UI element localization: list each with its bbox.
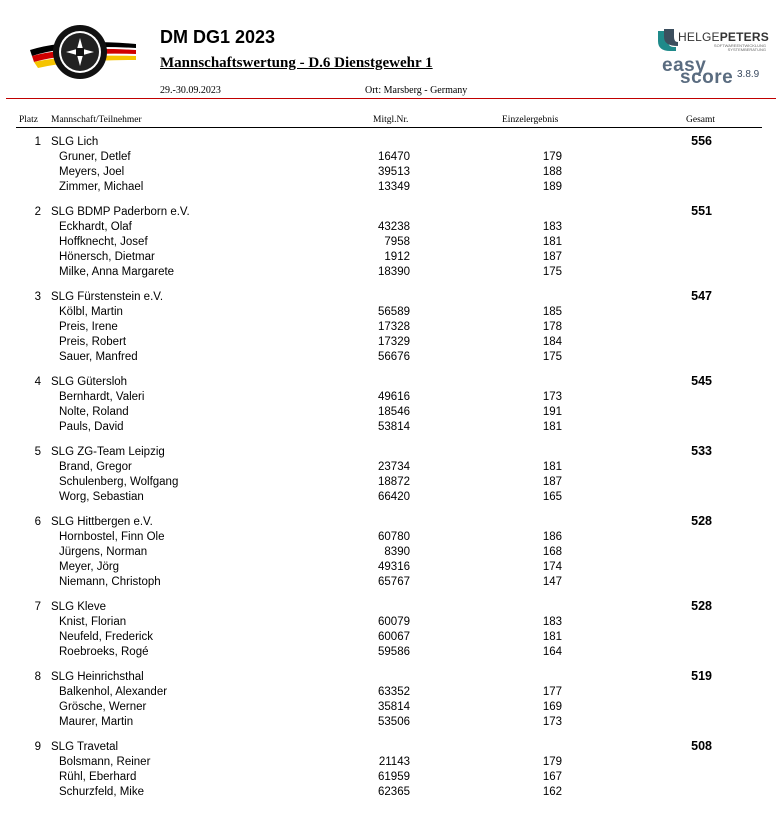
member-number: 18872 (378, 476, 410, 488)
team-rank: 9 (34, 741, 41, 753)
team-rank: 1 (34, 136, 41, 148)
member-number: 59586 (378, 646, 410, 658)
member-score: 175 (542, 351, 562, 363)
member-number: 7958 (384, 236, 410, 248)
member-name: Meyer, Jörg (59, 561, 120, 573)
member-name: Kölbl, Martin (59, 306, 123, 318)
member-score: 184 (542, 336, 562, 348)
vendor-tagline-2: SYSTEMBERATUNG (727, 47, 766, 52)
member-number: 62365 (378, 786, 410, 798)
vendor-tagline-1: SOFTWAREENTWICKLUNG (713, 43, 766, 48)
member-number: 53506 (378, 716, 410, 728)
member-name: Rühl, Eberhard (59, 771, 137, 783)
member-score: 177 (542, 686, 562, 698)
member-name: Bernhardt, Valeri (59, 391, 145, 403)
team-rank: 3 (34, 291, 41, 303)
member-score: 183 (542, 616, 562, 628)
member-score: 188 (542, 166, 562, 178)
member-name: Knist, Florian (59, 616, 127, 628)
team-name: SLG Kleve (51, 601, 106, 613)
member-score: 165 (542, 491, 562, 503)
member-score: 162 (542, 786, 562, 798)
vendor-name-light: HELGE (678, 30, 720, 44)
team-total: 547 (691, 289, 712, 303)
member-name: Brand, Gregor (59, 461, 132, 473)
member-score: 191 (542, 406, 562, 418)
member-score: 189 (542, 181, 562, 193)
member-score: 164 (542, 646, 562, 658)
member-number: 39513 (378, 166, 410, 178)
vendor-tagline (706, 44, 766, 52)
member-score: 174 (542, 561, 562, 573)
column-header-team: Mannschaft/Teilnehmer (51, 115, 142, 125)
member-name: Roebroeks, Rogé (59, 646, 149, 658)
header-divider (6, 98, 776, 99)
member-number: 8390 (384, 546, 410, 558)
member-number: 1912 (384, 251, 410, 263)
event-date: 29.-30.09.2023 (160, 85, 221, 96)
team-total: 545 (691, 374, 712, 388)
member-score: 173 (542, 391, 562, 403)
member-score: 179 (542, 151, 562, 163)
team-rank: 2 (34, 206, 41, 218)
member-score: 178 (542, 321, 562, 333)
member-score: 168 (542, 546, 562, 558)
member-number: 17328 (378, 321, 410, 333)
member-score: 181 (542, 421, 562, 433)
member-score: 175 (542, 266, 562, 278)
member-score: 183 (542, 221, 562, 233)
column-header-mitgl: Mitgl.Nr. (373, 115, 409, 125)
member-score: 181 (542, 461, 562, 473)
member-name: Preis, Robert (59, 336, 127, 348)
team-total: 528 (691, 599, 712, 613)
member-name: Meyers, Joel (59, 166, 125, 178)
event-venue: Ort: Marsberg - Germany (365, 85, 468, 96)
team-total: 551 (691, 204, 712, 218)
member-score: 185 (542, 306, 562, 318)
member-number: 49616 (378, 391, 410, 403)
member-name: Grösche, Werner (59, 701, 147, 713)
vendor-name (678, 30, 769, 44)
member-name: Bolsmann, Reiner (59, 756, 151, 768)
member-number: 63352 (378, 686, 410, 698)
member-name: Schulenberg, Wolfgang (59, 476, 179, 488)
team-rank: 8 (34, 671, 41, 683)
member-name: Balkenhol, Alexander (59, 686, 168, 698)
product-word-easy: easy (662, 55, 707, 76)
member-name: Preis, Irene (59, 321, 118, 333)
member-name: Nolte, Roland (59, 406, 129, 418)
member-number: 17329 (378, 336, 410, 348)
member-name: Worg, Sebastian (59, 491, 144, 503)
member-number: 16470 (378, 151, 410, 163)
team-rank: 6 (34, 516, 41, 528)
team-total: 508 (691, 739, 712, 753)
column-header-einzel: Einzelergebnis (502, 115, 559, 125)
member-score: 181 (542, 236, 562, 248)
column-header-platz: Platz (19, 115, 38, 125)
team-rank: 4 (34, 376, 41, 388)
team-total: 556 (691, 134, 712, 148)
member-score: 179 (542, 756, 562, 768)
team-total: 519 (691, 669, 712, 683)
member-name: Schurzfeld, Mike (59, 786, 145, 798)
club-emblem-icon (28, 22, 138, 82)
team-name: SLG Gütersloh (51, 376, 128, 388)
team-total: 533 (691, 444, 712, 458)
member-number: 66420 (378, 491, 410, 503)
column-header-gesamt: Gesamt (686, 115, 716, 125)
member-name: Sauer, Manfred (59, 351, 138, 363)
member-name: Niemann, Christoph (59, 576, 161, 588)
member-number: 65767 (378, 576, 410, 588)
product-word-score: score (680, 67, 734, 88)
team-rank: 7 (34, 601, 41, 613)
member-number: 18390 (378, 266, 410, 278)
vendor-name-bold: PETERS (719, 30, 769, 44)
team-name: SLG Lich (51, 136, 99, 148)
team-name: SLG Hittbergen e.V. (51, 516, 153, 528)
member-number: 21143 (378, 756, 410, 768)
member-name: Jürgens, Norman (59, 546, 148, 558)
member-score: 186 (542, 531, 562, 543)
member-name: Milke, Anna Margarete (59, 266, 175, 278)
member-name: Zimmer, Michael (59, 181, 144, 193)
member-number: 13349 (378, 181, 410, 193)
member-number: 56676 (378, 351, 410, 363)
member-name: Hoffknecht, Josef (59, 236, 148, 248)
team-name: SLG Travetal (51, 741, 119, 753)
member-name: Gruner, Detlef (59, 151, 131, 163)
member-name: Eckhardt, Olaf (59, 221, 132, 233)
product-version: 3.8.9 (737, 69, 760, 80)
member-name: Neufeld, Frederick (59, 631, 153, 643)
member-number: 53814 (378, 421, 410, 433)
member-score: 169 (542, 701, 562, 713)
member-name: Pauls, David (59, 421, 124, 433)
report-subtitle: Mannschaftswertung - D.6 Dienstgewehr 1 (160, 55, 433, 71)
team-name: SLG BDMP Paderborn e.V. (51, 206, 190, 218)
member-number: 61959 (378, 771, 410, 783)
team-name: SLG ZG-Team Leipzig (51, 446, 165, 458)
team-total: 528 (691, 514, 712, 528)
team-rank: 5 (34, 446, 41, 458)
member-score: 167 (542, 771, 562, 783)
member-name: Hönersch, Dietmar (59, 251, 155, 263)
member-score: 187 (542, 251, 562, 263)
member-number: 60079 (378, 616, 410, 628)
event-title: DM DG1 2023 (160, 27, 276, 47)
member-number: 56589 (378, 306, 410, 318)
page-header (0, 0, 780, 100)
member-score: 147 (542, 576, 562, 588)
team-name: SLG Fürstenstein e.V. (51, 291, 164, 303)
member-number: 60780 (378, 531, 410, 543)
member-number: 18546 (378, 406, 410, 418)
member-number: 49316 (378, 561, 410, 573)
member-score: 173 (542, 716, 562, 728)
member-number: 43238 (378, 221, 410, 233)
member-number: 35814 (378, 701, 410, 713)
team-name: SLG Heinrichsthal (51, 671, 144, 683)
member-score: 181 (542, 631, 562, 643)
member-number: 60067 (378, 631, 410, 643)
column-header-divider (16, 127, 762, 128)
member-name: Hornbostel, Finn Ole (59, 531, 165, 543)
member-name: Maurer, Martin (59, 716, 134, 728)
member-number: 23734 (378, 461, 410, 473)
member-score: 187 (542, 476, 562, 488)
